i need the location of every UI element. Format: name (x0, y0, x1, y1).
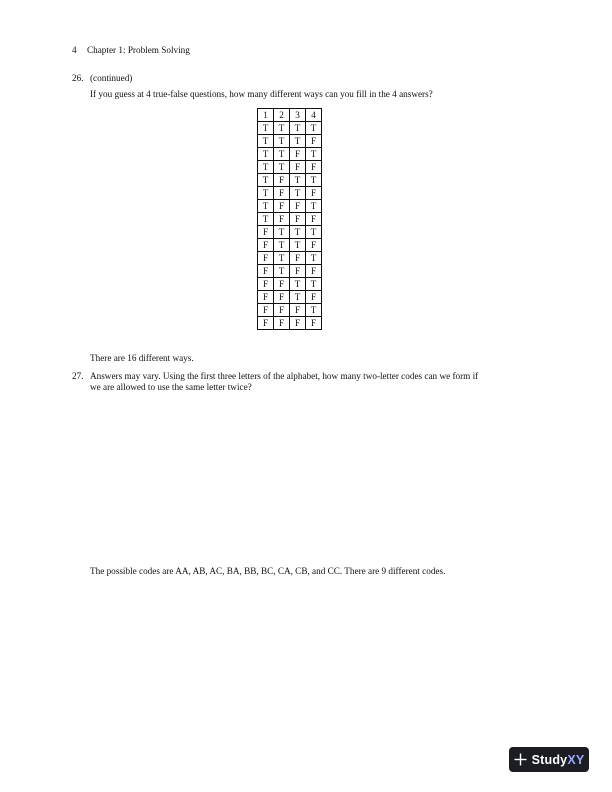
table-cell: F (290, 252, 306, 265)
table-row (258, 304, 322, 317)
chapter-title: Chapter 1: Problem Solving (87, 45, 190, 55)
problem-26-number: 26. (72, 73, 84, 83)
problem-27-answer: The possible codes are AA, AB, AC, BA, BB, BC, CA, CB, and CC. There are 9 different codes. (90, 566, 446, 576)
table-cell: F (290, 265, 306, 278)
table-header-cell: 2 (274, 109, 290, 122)
table-row (258, 213, 322, 226)
table-cell: T (306, 200, 322, 213)
table-cell: T (290, 239, 306, 252)
table-row (258, 200, 322, 213)
plus-icon (514, 753, 527, 766)
table-row (258, 317, 322, 330)
table-cell: T (290, 174, 306, 187)
table-cell: F (306, 265, 322, 278)
table-cell: T (258, 213, 274, 226)
table-row (258, 122, 322, 135)
table-cell: F (306, 239, 322, 252)
table-cell: F (274, 317, 290, 330)
table-cell: F (258, 226, 274, 239)
table-cell: F (306, 213, 322, 226)
table-header-cell: 4 (306, 109, 322, 122)
table-cell: T (274, 122, 290, 135)
table-header-cell: 1 (258, 109, 274, 122)
problem-26-question: If you guess at 4 true-false questions, how many different ways can you fill in the 4 answers? (90, 89, 433, 99)
table-row (258, 148, 322, 161)
truth-table (257, 108, 322, 330)
table-cell: T (274, 252, 290, 265)
table-cell: F (258, 265, 274, 278)
problem-27-text-line-1: Answers may vary. Using the first three letters of the alphabet, how many two-letter codes can we form if (90, 371, 479, 381)
table-cell: T (290, 122, 306, 135)
table-cell: F (258, 252, 274, 265)
table-cell: T (274, 265, 290, 278)
table-cell: F (274, 304, 290, 317)
table-cell: T (290, 135, 306, 148)
table-cell: F (274, 174, 290, 187)
table-cell: T (306, 174, 322, 187)
problem-26-continued: (continued) (90, 73, 133, 83)
table-cell: T (274, 239, 290, 252)
table-cell: T (274, 161, 290, 174)
table-cell: T (290, 291, 306, 304)
table-cell: F (290, 213, 306, 226)
table-cell: T (306, 226, 322, 239)
table-cell: F (258, 304, 274, 317)
table-cell: F (274, 187, 290, 200)
page-number: 4 (72, 45, 77, 55)
table-row (258, 135, 322, 148)
table-row (258, 226, 322, 239)
table-cell: T (258, 161, 274, 174)
table-header-cell: 3 (290, 109, 306, 122)
table-cell: T (258, 135, 274, 148)
table-cell: F (274, 200, 290, 213)
table-row (258, 252, 322, 265)
table-cell: F (274, 213, 290, 226)
table-cell: T (274, 135, 290, 148)
table-cell: F (258, 291, 274, 304)
table-cell: F (274, 291, 290, 304)
table-cell: F (306, 161, 322, 174)
table-cell: T (258, 187, 274, 200)
table-cell: F (290, 304, 306, 317)
table-row (258, 187, 322, 200)
table-cell: T (306, 278, 322, 291)
table-row (258, 161, 322, 174)
studyxy-logo (509, 747, 589, 772)
table-cell: T (306, 304, 322, 317)
table-cell: T (274, 226, 290, 239)
table-cell: F (258, 317, 274, 330)
studyxy-wordmark: StudyXY (531, 752, 585, 767)
table-cell: T (258, 200, 274, 213)
table-cell: F (290, 161, 306, 174)
table-cell: F (290, 148, 306, 161)
table-cell: F (306, 317, 322, 330)
table-header-row (258, 109, 322, 122)
table-cell: F (290, 200, 306, 213)
table-row (258, 174, 322, 187)
table-row (258, 239, 322, 252)
table-cell: T (306, 122, 322, 135)
table-cell: F (290, 317, 306, 330)
table-cell: T (258, 174, 274, 187)
table-cell: T (290, 226, 306, 239)
table-cell: T (274, 148, 290, 161)
problem-27-number: 27. (72, 371, 84, 381)
table-cell: F (306, 291, 322, 304)
table-cell: F (306, 135, 322, 148)
table-cell: T (290, 278, 306, 291)
problem-27-text-line-2: we are allowed to use the same letter twice? (90, 382, 252, 392)
table-cell: T (258, 122, 274, 135)
table-cell: T (306, 252, 322, 265)
table-row (258, 265, 322, 278)
table-cell: T (290, 187, 306, 200)
table-cell: F (258, 278, 274, 291)
table-row (258, 291, 322, 304)
table-cell: T (306, 148, 322, 161)
table-cell: F (258, 239, 274, 252)
problem-26-answer: There are 16 different ways. (90, 353, 194, 363)
table-row (258, 278, 322, 291)
table-cell: F (274, 278, 290, 291)
table-cell: T (258, 148, 274, 161)
table-cell: F (306, 187, 322, 200)
